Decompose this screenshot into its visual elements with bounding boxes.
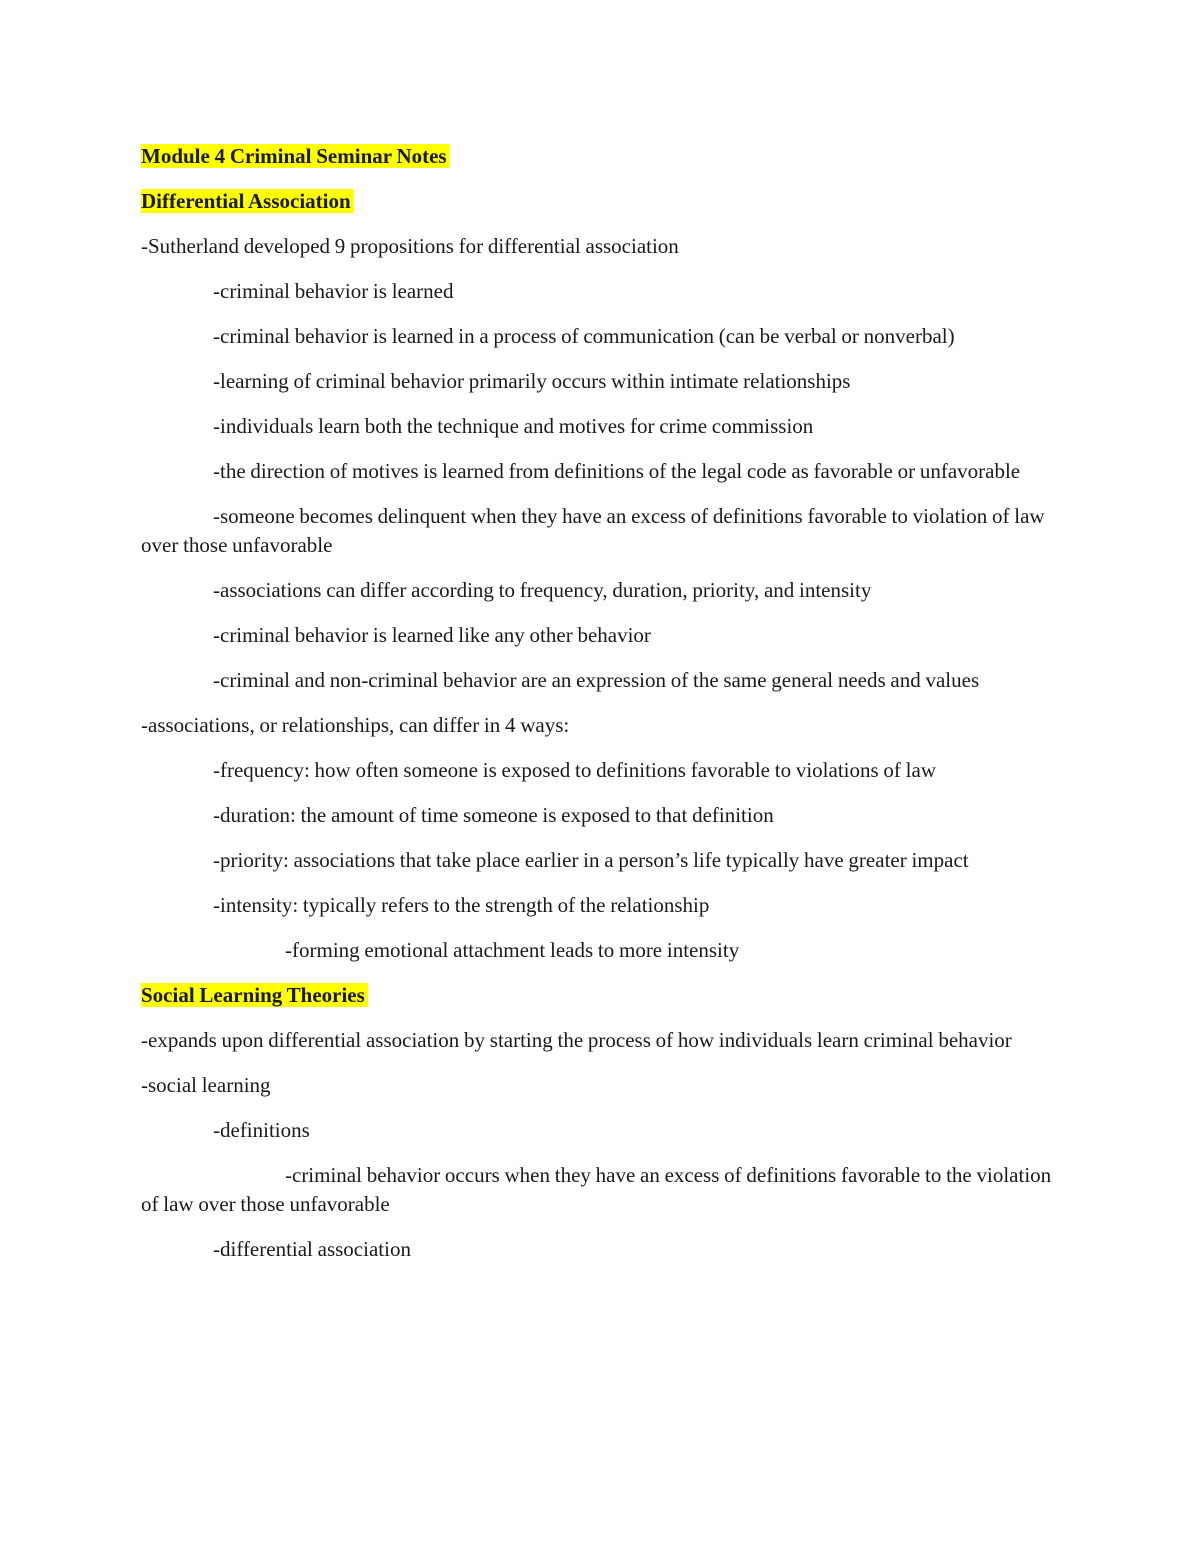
note-line: -criminal behavior is learned: [213, 279, 454, 303]
note-line: -duration: the amount of time someone is exposed to that definition: [213, 803, 774, 827]
note-line: -differential association: [213, 1237, 411, 1261]
note-line: -criminal behavior is learned like any other behavior: [213, 623, 651, 647]
note-line: -the direction of motives is learned from definitions of the legal code as favorable or unfavorable: [213, 459, 1021, 483]
document-body: [141, 142, 1066, 1264]
note-line: -criminal behavior occurs when they have an excess of definitions favorable to the violation of law over those unfavorable: [141, 1163, 1052, 1216]
note-line: -associations, or relationships, can differ in 4 ways:: [141, 713, 570, 737]
note-line: -frequency: how often someone is exposed to definitions favorable to violations of law: [213, 758, 936, 782]
note-line: -priority: associations that take place earlier in a person’s life typically have greater impact: [213, 848, 969, 872]
note-line: -intensity: typically refers to the strength of the relationship: [213, 893, 710, 917]
note-line: -criminal and non-criminal behavior are an expression of the same general needs and values: [213, 668, 980, 692]
title-highlight: Module 4 Criminal Seminar Notes: [141, 144, 450, 168]
note-line: -social learning: [141, 1073, 271, 1097]
note-line: -criminal behavior is learned in a process of communication (can be verbal or nonverbal): [213, 324, 955, 348]
note-line: -definitions: [213, 1118, 310, 1142]
heading-highlight: Social Learning Theories: [141, 983, 368, 1007]
note-line: -individuals learn both the technique and motives for crime commission: [213, 414, 814, 438]
section-heading-social-learning-theories: [141, 981, 1066, 1010]
note-line: -expands upon differential association by starting the process of how individuals learn criminal behavior: [141, 1028, 1012, 1052]
heading-highlight: Differential Association: [141, 189, 354, 213]
document-title: [141, 142, 1066, 171]
note-line: -someone becomes delinquent when they have an excess of definitions favorable to violation of law over those unfavorable: [141, 504, 1045, 557]
note-line: -Sutherland developed 9 propositions for differential association: [141, 234, 679, 258]
note-line: -learning of criminal behavior primarily occurs within intimate relationships: [213, 369, 851, 393]
note-line: -associations can differ according to frequency, duration, priority, and intensity: [213, 578, 872, 602]
section-heading-differential-association: [141, 187, 1066, 216]
note-line: -forming emotional attachment leads to more intensity: [285, 938, 740, 962]
